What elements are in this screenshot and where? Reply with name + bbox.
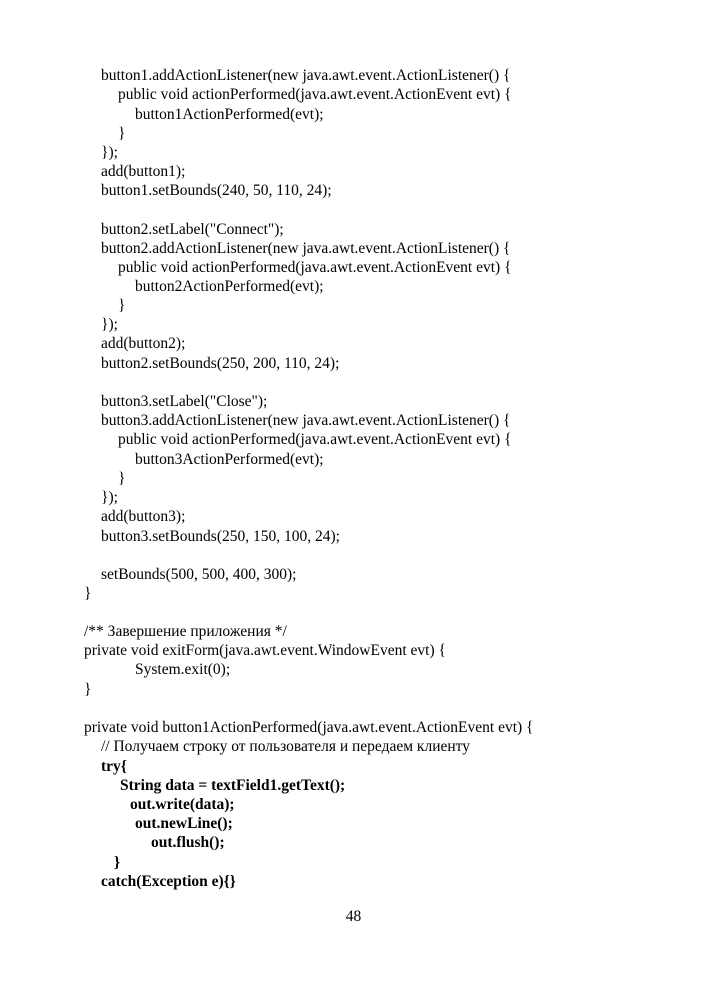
code-line: }); [101,489,118,506]
code-line: } [84,585,92,602]
code-line: button1.setBounds(240, 50, 110, 24); [101,182,332,199]
code-line: } [118,125,126,142]
code-line: button1.addActionListener(new java.awt.event.ActionListener() { [101,67,511,84]
code-line: } [118,297,126,314]
code-line: }); [101,316,118,333]
code-line: add(button1); [101,163,186,180]
code-line: setBounds(500, 500, 400, 300); [101,566,297,583]
code-line-bold: out.write(data); [130,796,235,813]
code-comment: // Получаем строку от пользователя и передаем клиенту [101,738,470,755]
code-line: private void button1ActionPerformed(java.awt.event.ActionEvent evt) { [84,719,534,736]
code-line-bold: try{ [101,758,127,775]
code-line: public void actionPerformed(java.awt.event.ActionEvent evt) { [118,86,512,103]
code-line: private void exitForm(java.awt.event.WindowEvent evt) { [84,642,446,659]
code-line: button2.setBounds(250, 200, 110, 24); [101,355,340,372]
code-line-bold: catch(Exception e){} [101,873,236,890]
code-line: button1ActionPerformed(evt); [135,106,324,123]
code-line: button3.addActionListener(new java.awt.event.ActionListener() { [101,412,511,429]
page-number: 48 [345,908,362,925]
code-line: add(button3); [101,508,186,525]
code-line: public void actionPerformed(java.awt.event.ActionEvent evt) { [118,259,512,276]
code-line: add(button2); [101,335,186,352]
code-line-bold: } [114,854,121,871]
code-line: } [84,681,92,698]
code-line-bold: String data = textField1.getText(); [120,777,346,794]
code-line: button2.addActionListener(new java.awt.event.ActionListener() { [101,240,511,257]
code-line: } [118,470,126,487]
code-line: button2ActionPerformed(evt); [135,278,324,295]
code-line: }); [101,144,118,161]
code-line: button3.setLabel("Close"); [101,393,268,410]
code-line: button2.setLabel("Connect"); [101,221,284,238]
code-line-bold: out.flush(); [151,834,225,851]
code-comment: /** Завершение приложения */ [84,623,287,640]
code-line: System.exit(0); [135,661,231,678]
code-line: public void actionPerformed(java.awt.event.ActionEvent evt) { [118,431,512,448]
code-line-bold: out.newLine(); [135,815,233,832]
code-line: button3ActionPerformed(evt); [135,451,324,468]
code-line: button3.setBounds(250, 150, 100, 24); [101,528,340,545]
